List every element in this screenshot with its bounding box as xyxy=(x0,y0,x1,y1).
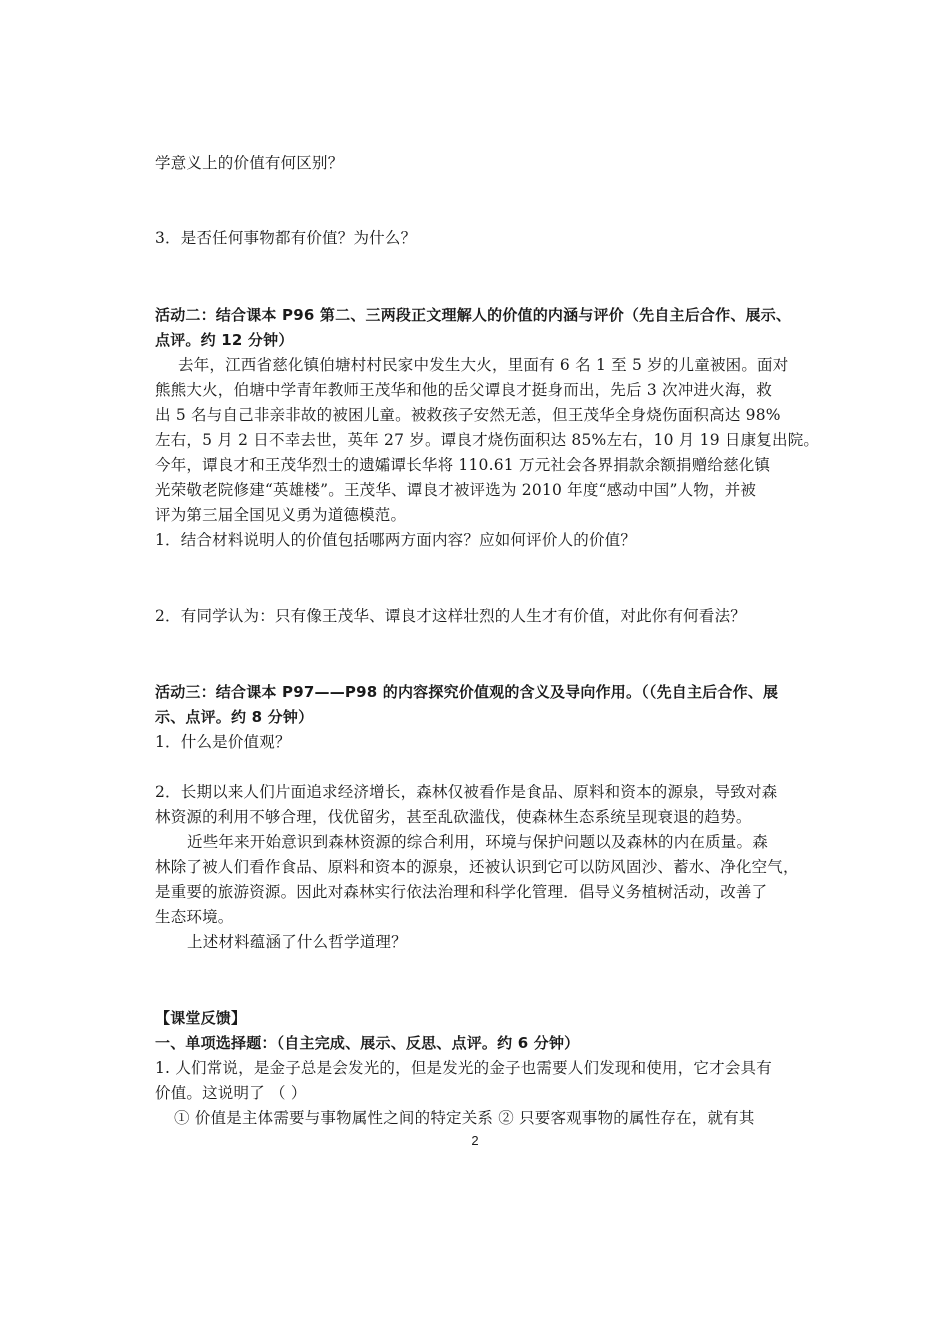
material-paragraph: 光荣敬老院修建“英雄楼”。王茂华、谭良才被评选为 2010 年度“感动中国”人物，并被 xyxy=(155,481,757,499)
mc-question-1: 1. 人们常说，是金子总是会发光的，但是发光的金子也需要人们发现和使用，它才会具有 xyxy=(155,1059,772,1077)
activity-three-heading-cont: 示、点评。约 8 分钟） xyxy=(155,708,314,726)
question-3: 3．是否任何事物都有价值？为什么？ xyxy=(155,229,417,247)
material-paragraph: 去年，江西省慈化镇伯塘村村民家中发生大火，里面有 6 名 1 至 5 岁的儿童被困。面对 xyxy=(178,356,789,374)
material-paragraph: 是重要的旅游资源。因此对森林实行依法治理和科学化管理．倡导义务植树活动，改善了 xyxy=(155,883,768,901)
activity-three-heading: 活动三：结合课本 P97——P98 的内容探究价值观的含义及导向作用。（（先自主后合作、展 xyxy=(155,683,779,701)
material-paragraph: 出 5 名与自己非亲非故的被困儿童。被救孩子安然无恙，但王茂华全身烧伤面积高达 98% xyxy=(155,406,781,424)
material-paragraph: 近些年来开始意识到森林资源的综合利用，环境与保护问题以及森林的内在质量。森 xyxy=(187,833,768,851)
mc-options: ① 价值是主体需要与事物属性之间的特定关系 ② 只要客观事物的属性存在，就有其 xyxy=(174,1109,755,1127)
question-prompt: 上述材料蕴涵了什么哲学道理？ xyxy=(187,933,407,951)
activity-two-heading: 活动二：结合课本 P96 第二、三两段正文理解人的价值的内涵与评价（先自主后合作、展示、 xyxy=(155,306,792,324)
material-paragraph: 林除了被人们看作食品、原料和资本的源泉，还被认识到它可以防风固沙、蓄水、净化空气， xyxy=(155,858,799,876)
section-heading: 【课堂反馈】 xyxy=(155,1009,247,1027)
page-number: 2 xyxy=(471,1133,479,1148)
mc-question-1-cont: 价值。这说明了 （ ） xyxy=(155,1084,307,1102)
material-paragraph: 林资源的利用不够合理，伐优留劣，甚至乱砍滥伐，使森林生态系统呈现衰退的趋势。 xyxy=(155,808,752,826)
material-paragraph: 生态环境。 xyxy=(155,908,234,926)
material-paragraph: 评为第三届全国见义勇为道德模范。 xyxy=(155,506,407,524)
question-1: 1．什么是价值观？ xyxy=(155,733,291,751)
subsection-heading: 一、单项选择题：（自主完成、展示、反思、点评。约 6 分钟） xyxy=(155,1034,580,1052)
material-paragraph: 熊熊大火，伯塘中学青年教师王茂华和他的岳父谭良才挺身而出，先后 3 次冲进火海，救 xyxy=(155,381,772,399)
material-paragraph: 左右，5 月 2 日不幸去世，英年 27 岁。谭良才烧伤面积达 85%左右，10 月 19 日康复出院。 xyxy=(155,431,820,449)
activity-two-heading-cont: 点评。约 12 分钟） xyxy=(155,331,294,349)
question-1: 1．结合材料说明人的价值包括哪两方面内容？应如何评价人的价值？ xyxy=(155,531,637,549)
question-2: 2．长期以来人们片面追求经济增长，森林仅被看作是食品、原料和资本的源泉，导致对森 xyxy=(155,783,778,801)
material-paragraph: 今年，谭良才和王茂华烈士的遗孀谭长华将 110.61 万元社会各界捐款余额捐赠给慈化镇 xyxy=(155,456,771,474)
text-line: 学意义上的价值有何区别？ xyxy=(155,154,344,172)
question-2: 2．有同学认为：只有像王茂华、谭良才这样壮烈的人生才有价值，对此你有何看法？ xyxy=(155,607,746,625)
